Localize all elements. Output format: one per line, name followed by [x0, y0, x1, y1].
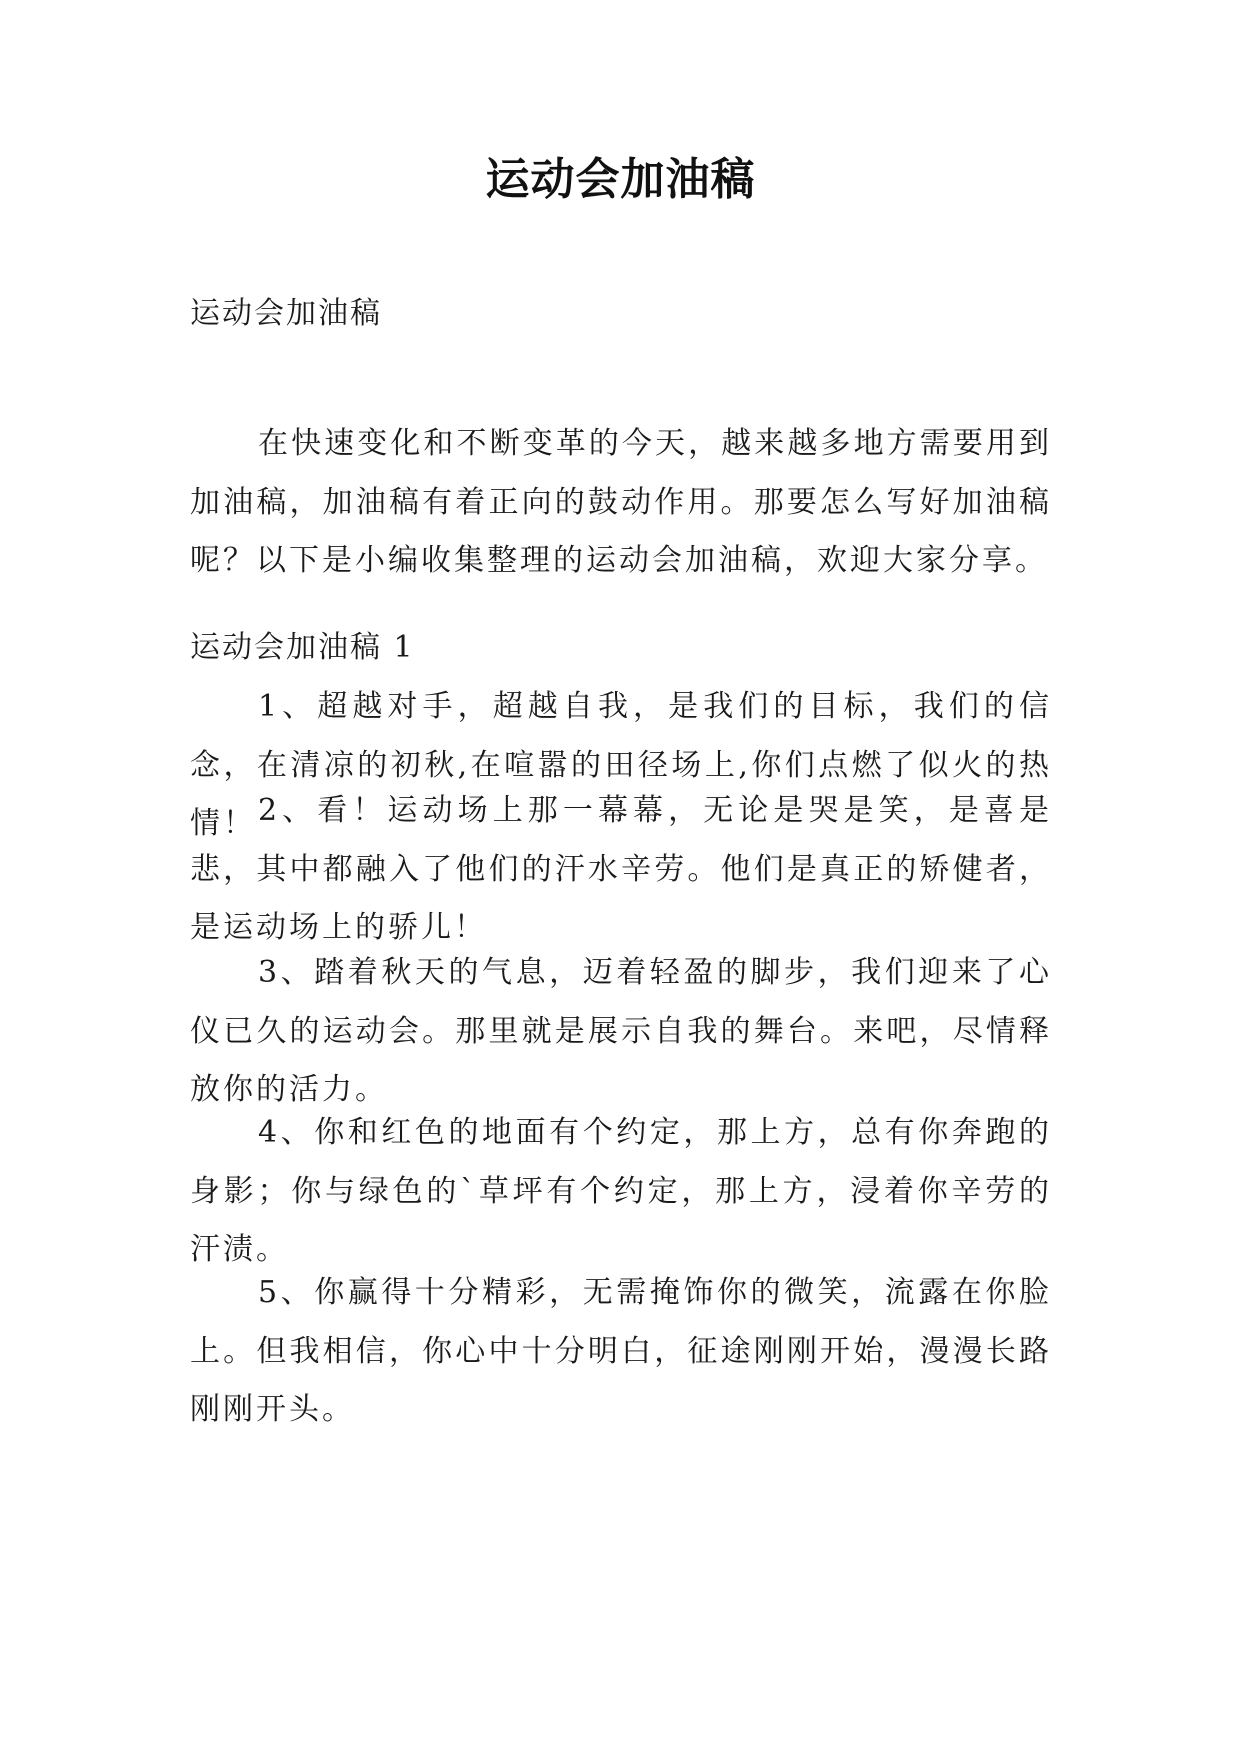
- section-heading: 运动会加油稿 1: [190, 630, 415, 665]
- document-title: 运动会加油稿: [485, 154, 756, 205]
- list-item-3: 3、踏着秋天的气息，迈着轻盈的脚步，我们迎来了心仪已久的运动会。那里就是展示自我的舞台。来吧，尽情释放你的活力。: [190, 955, 1052, 1107]
- list-item-1: 1、超越对手，超越自我，是我们的目标，我们的信念，在清凉的初秋,在喧嚣的田径场上,你们点燃了似火的热情！: [190, 689, 1052, 841]
- list-item-5: 5、你赢得十分精彩，无需掩饰你的微笑，流露在你脸上。但我相信，你心中十分明白，征途刚刚开始，漫漫长路刚刚开头。: [190, 1275, 1052, 1427]
- document-subtitle: 运动会加油稿: [190, 296, 382, 331]
- list-item-2: 2、看！运动场上那一幕幕，无论是哭是笑，是喜是悲，其中都融入了他们的汗水辛劳。他们是真正的矫健者，是运动场上的骄儿！: [190, 793, 1052, 945]
- intro-paragraph: 在快速变化和不断变革的今天，越来越多地方需要用到加油稿，加油稿有着正向的鼓动作用。那要怎么写好加油稿呢？以下是小编收集整理的运动会加油稿，欢迎大家分享。: [190, 426, 1052, 578]
- list-item-4: 4、你和红色的地面有个约定，那上方，总有你奔跑的身影；你与绿色的`草坪有个约定，那上方，浸着你辛劳的汗渍。: [190, 1115, 1052, 1267]
